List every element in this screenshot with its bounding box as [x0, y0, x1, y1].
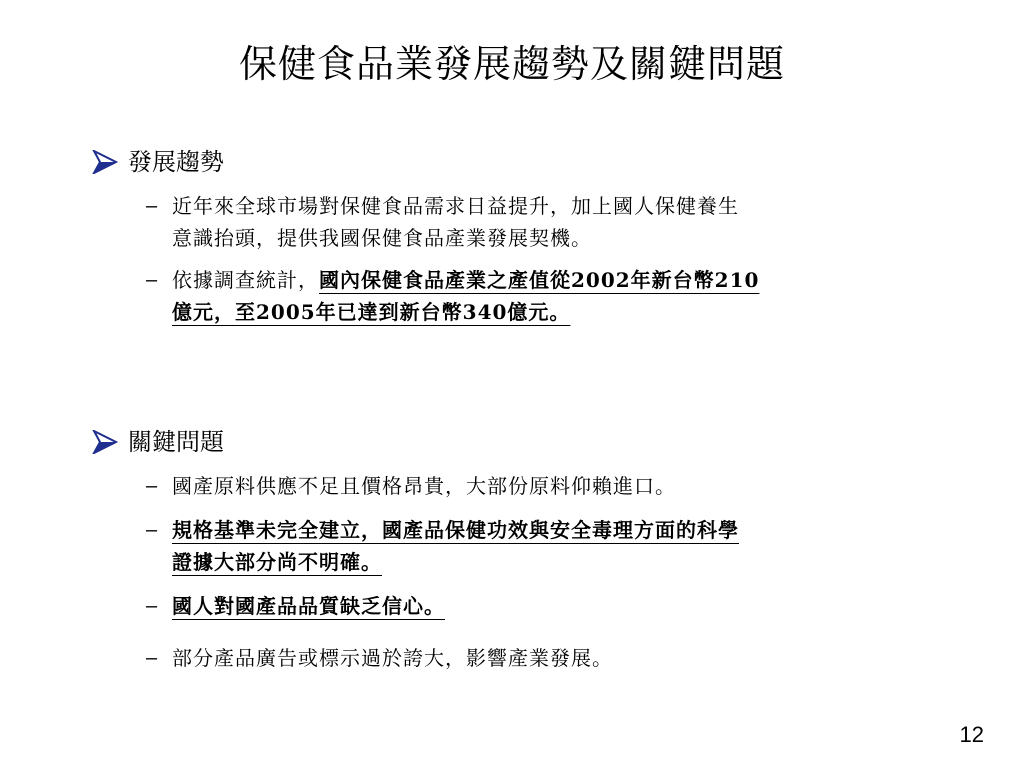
list-item-text	[172, 190, 739, 254]
emphasized-text: 國人對國產品品質缺乏信心。	[172, 594, 445, 618]
list-item-line	[172, 296, 759, 328]
list-item-text	[172, 264, 759, 328]
bullet-development-trends	[92, 146, 224, 178]
list-item-line	[172, 546, 739, 578]
emphasized-text: 億元，至2005年已達到新台幣340億元。	[172, 300, 571, 324]
list-item	[146, 264, 946, 328]
list-item-line	[172, 264, 759, 296]
bullet-key-issues	[92, 426, 224, 458]
dash-marker: –	[146, 475, 158, 497]
arrowhead-bullet-icon	[92, 430, 118, 454]
emphasized-text: 國內保健食品產業之產值從2002年新台幣210	[319, 268, 760, 292]
list-item	[146, 190, 946, 254]
page-number: 12	[959, 722, 984, 747]
list-item-line: 近年來全球市場對保健食品需求日益提升，加上國人保健養生	[172, 194, 739, 218]
list-item	[146, 642, 946, 674]
slide-title: 保健食品業發展趨勢及關鍵問題	[238, 42, 785, 86]
list-item-line: 意識抬頭，提供我國保健食品產業發展契機。	[172, 226, 592, 250]
dash-marker: –	[146, 595, 158, 617]
list-item-line: 國產原料供應不足且價格昂貴，大部份原料仰賴進口。	[172, 474, 676, 498]
list-item-line: 部分產品廣告或標示過於誇大，影響產業發展。	[172, 646, 613, 670]
list-item-text	[172, 590, 445, 622]
dash-marker: –	[146, 195, 158, 217]
arrowhead-bullet-icon	[92, 150, 118, 174]
emphasized-text: 規格基準未完全建立，國產品保健功效與安全毒理方面的科學	[172, 518, 739, 542]
emphasized-text: 證據大部分尚不明確。	[172, 550, 382, 574]
list-item-prefix: 依據調查統計，	[172, 268, 319, 292]
list-item-text	[172, 470, 676, 502]
list-item-text	[172, 514, 739, 578]
section-heading-issues: 關鍵問題	[128, 428, 224, 456]
list-item-text	[172, 642, 613, 674]
dash-marker: –	[146, 269, 158, 291]
list-item	[146, 590, 946, 622]
dash-marker: –	[146, 519, 158, 541]
list-item	[146, 514, 946, 578]
list-item-line	[172, 590, 445, 622]
list-item	[146, 470, 946, 502]
section-heading-trends: 發展趨勢	[128, 148, 224, 176]
dash-marker: –	[146, 647, 158, 669]
